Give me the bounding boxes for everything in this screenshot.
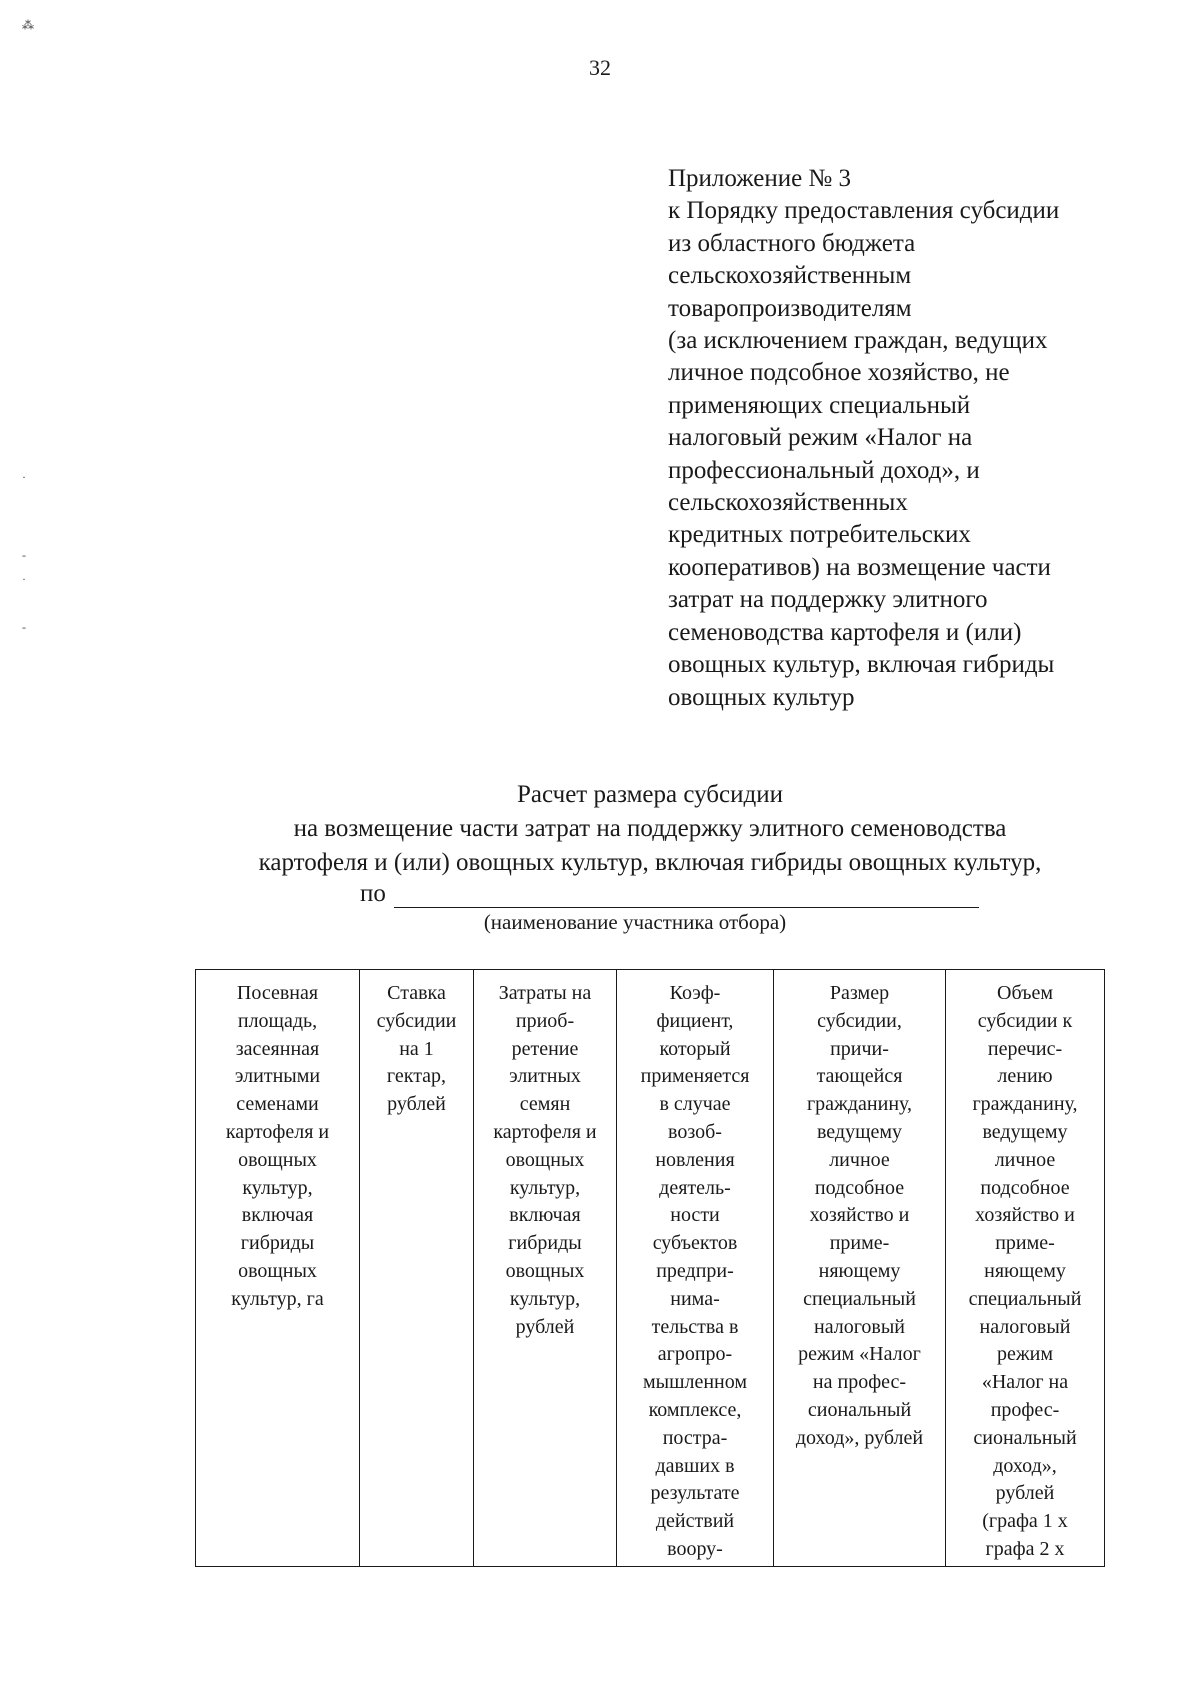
table-header-line: «Налог на: [981, 1371, 1069, 1394]
table-header-line: причи-: [830, 1037, 889, 1060]
table-header-line: приоб-: [515, 1009, 575, 1032]
table-header-line: новления: [655, 1148, 735, 1171]
table-header-line: засеянная: [235, 1037, 320, 1060]
participant-caption: (наименование участника отбора): [483, 910, 787, 934]
table-header-line: культур,: [242, 1176, 313, 1199]
appendix-line: сельскохозяйственным: [668, 262, 912, 290]
table-header-line: гражданину,: [806, 1093, 913, 1116]
table-header-line: применяется: [640, 1065, 750, 1088]
po-label: по: [360, 880, 386, 907]
table-header-line: культур,: [509, 1287, 581, 1310]
table-header-line: хозяйство и: [809, 1204, 910, 1227]
table-header-line: лению: [997, 1065, 1053, 1088]
table-header-line: Затраты на: [498, 982, 592, 1004]
table-header-line: рублей: [387, 1093, 446, 1116]
appendix-line: овощных культур, включая гибриды: [668, 651, 1055, 679]
table-header-line: сиональный: [807, 1398, 912, 1421]
table-header-line: подсобное: [980, 1176, 1070, 1199]
table-header-line: площадь,: [237, 1009, 318, 1032]
appendix-line: кредитных потребительских: [668, 521, 971, 549]
subsidy-table: [195, 969, 1105, 1567]
heading-line: Расчет размера субсидии: [517, 781, 783, 808]
table-header-line: картофеля и: [493, 1120, 597, 1143]
table-header-line: ведущему: [816, 1120, 903, 1143]
table-header-line: няющему: [818, 1259, 901, 1282]
table-header-line: субсидии к: [977, 1009, 1073, 1032]
table-header-line: возоб-: [668, 1120, 722, 1143]
scan-mark: -: [22, 548, 26, 562]
table-header-line: гибриды: [240, 1232, 315, 1255]
table-header-line: профес-: [990, 1398, 1060, 1421]
table-header-line: специальный: [803, 1287, 916, 1310]
appendix-header: [668, 163, 1148, 714]
page-number: 32: [589, 55, 611, 80]
appendix-line: затрат на поддержку элитного: [668, 586, 988, 614]
table-header-line: режим: [996, 1343, 1054, 1366]
table-column-4: [617, 970, 774, 1566]
table-header-line: Размер: [829, 982, 890, 1004]
table-header-line: подсобное: [814, 1176, 905, 1199]
table-header-line: субсидии,: [817, 1009, 902, 1032]
table-header-line: нима-: [670, 1287, 720, 1310]
table-header-line: специальный: [968, 1287, 1082, 1310]
table-header-line: мышленном: [642, 1371, 748, 1394]
appendix-line: из областного бюджета: [668, 229, 916, 257]
appendix-line: налоговый режим «Налог на: [668, 424, 973, 452]
table-header-line: графа 2 х: [985, 1537, 1065, 1560]
table-header-line: режим «Налог: [798, 1343, 921, 1366]
appendix-line: личное подсобное хозяйство, не: [668, 359, 1010, 387]
participant-line: [360, 880, 979, 908]
table-column-5: [774, 970, 946, 1566]
table-header-line: овощных: [238, 1148, 317, 1171]
table-header-line: сиональный: [973, 1426, 1077, 1449]
table-header-line: в случае: [659, 1093, 731, 1116]
scan-mark: ·: [22, 572, 26, 586]
table-header-line: приме-: [995, 1232, 1055, 1255]
table-header-line: ности: [670, 1204, 720, 1227]
participant-blank-field[interactable]: [394, 883, 979, 908]
table-column-3: [474, 970, 617, 1566]
table-header-line: воору-: [667, 1537, 723, 1560]
table-header-line: семенами: [236, 1093, 319, 1116]
table-header-line: действий: [655, 1510, 735, 1533]
table-header-line: перечис-: [987, 1037, 1063, 1060]
appendix-line: товаропроизводителям: [668, 294, 912, 322]
table-header-line: ведущему: [982, 1120, 1068, 1143]
table-header-line: тельства в: [651, 1315, 739, 1338]
table-header-line: давших в: [655, 1454, 735, 1477]
appendix-line: сельскохозяйственных: [668, 489, 908, 517]
table-header-line: няющему: [984, 1259, 1066, 1282]
table-header-line: культур,: [509, 1176, 581, 1199]
table-header-line: постра-: [662, 1426, 728, 1449]
table-header-line: (графа 1 х: [982, 1510, 1068, 1533]
table-header-line: овощных: [505, 1148, 585, 1171]
scan-mark: -: [22, 620, 26, 634]
scan-mark: ·: [22, 470, 26, 484]
table-header-line: налоговый: [813, 1315, 906, 1338]
appendix-line: (за исключением граждан, ведущих: [668, 327, 1048, 355]
table-header-line: на профес-: [812, 1371, 907, 1394]
table-header-line: элитных: [509, 1065, 581, 1088]
table-header-line: гражданину,: [972, 1093, 1078, 1116]
table-header-line: рублей: [515, 1315, 575, 1338]
table-column-2: [360, 970, 474, 1566]
appendix-line: к Порядку предоставления субсидии: [668, 197, 1060, 225]
table-header-line: доход», рублей: [795, 1426, 924, 1449]
table-header-line: включая: [241, 1204, 314, 1227]
table-header-line: предпри-: [656, 1259, 734, 1282]
table-column-6: [946, 970, 1104, 1566]
table-header-line: Ставка: [387, 982, 446, 1004]
heading-line: картофеля и (или) овощных культур, включая гибриды овощных культур,: [258, 849, 1042, 876]
table-header-line: личное: [829, 1148, 890, 1171]
table-header-line: культур, га: [231, 1287, 324, 1310]
table-header-line: комплексе,: [648, 1398, 742, 1421]
scan-mark: ⁂: [22, 18, 34, 32]
table-header-line: хозяйство и: [975, 1204, 1075, 1227]
table-header-line: фициент,: [656, 1009, 734, 1032]
table-header-line: овощных: [505, 1259, 585, 1282]
table-header-line: гибриды: [508, 1232, 582, 1255]
table-column-1: [196, 970, 360, 1566]
table-header-line: деятель-: [659, 1176, 731, 1199]
table-header-line: включая: [509, 1204, 581, 1227]
table-header-line: налоговый: [979, 1315, 1071, 1338]
table-header-line: доход»,: [993, 1454, 1057, 1477]
appendix-line: семеноводства картофеля и (или): [668, 618, 1022, 646]
table-header-line: результате: [650, 1482, 740, 1505]
appendix-line: Приложение № 3: [668, 165, 852, 192]
table-header-line: на 1: [399, 1037, 434, 1060]
appendix-line: кооперативов) на возмещение части: [668, 553, 1051, 581]
table-header-line: тающейся: [816, 1065, 903, 1088]
table-header-line: субъектов: [652, 1232, 738, 1255]
table-header-line: личное: [994, 1148, 1056, 1171]
table-header-line: субсидии: [376, 1009, 457, 1032]
table-header-line: ретение: [511, 1037, 579, 1060]
table-header-line: рублей: [995, 1482, 1055, 1505]
table-header-line: Объем: [997, 982, 1053, 1004]
table-header-line: который: [659, 1037, 731, 1060]
table-header-line: овощных: [238, 1259, 317, 1282]
heading-line: на возмещение части затрат на поддержку элитного семеноводства: [293, 815, 1007, 842]
table-header-line: гектар,: [386, 1065, 447, 1088]
appendix-line: овощных культур: [668, 683, 855, 711]
appendix-line: применяющих специальный: [668, 391, 971, 419]
appendix-line: профессиональный доход», и: [668, 456, 980, 484]
table-header-line: приме-: [829, 1232, 890, 1255]
table-header-line: элитными: [234, 1065, 321, 1088]
document-heading: [150, 778, 1150, 880]
table-header-line: картофеля и: [225, 1120, 330, 1143]
table-header-line: агропро-: [657, 1343, 733, 1366]
table-header-line: семян: [519, 1093, 571, 1116]
table-header-line: Посевная: [236, 982, 319, 1004]
table-header-line: Коэф-: [669, 982, 721, 1004]
